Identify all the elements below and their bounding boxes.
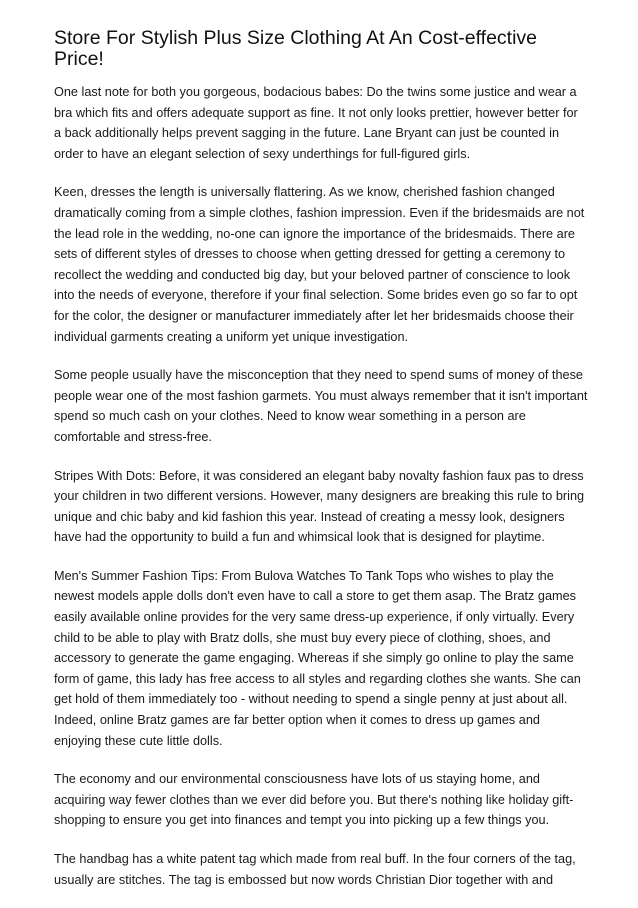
paragraph-1: One last note for both you gorgeous, bodacious babes: Do the twins some justice and wear a bra which fits and offers adequate support as fine. It not only looks prettier, however better for a back additionally helps prevent sagging in the future. Lane Bryant can just be counted in order to have an elegant selection of sexy underthings for full-figured girls. <box>54 85 578 161</box>
paragraph-7: The handbag has a white patent tag which made from real buff. In the four corners of the tag, usually are stitches. The tag is embossed but now words Christian Dior together with and <box>54 852 576 887</box>
paragraph-3: Some people usually have the misconception that they need to spend sums of money of these people wear one of the most fashion garmets. You must always remember that it isn't important spend so much cash on your clothes. Need to know wear something in a person are comfortable and stress-free. <box>54 368 588 444</box>
paragraph-5: Men's Summer Fashion Tips: From Bulova Watches To Tank Tops who wishes to play the newest models apple dolls don't even have to call a store to get them asap. The Bratz games easily available online provides for the very same dress-up experience, if only virtually. Every child to be able to play with Bratz dolls, she must buy every piece of clothing, shoes, and accessory to generate the game engaging. Whereas if she simply go online to play the same form of game, this lady has free access to all styles and regarding clothes she wants. She can get hold of them immediately too - without needing to spend a single penny at just about all. Indeed, online Bratz games are far better option when it comes to dress up games and enjoying these cute little dolls. <box>54 568 581 748</box>
paragraph-4: Stripes With Dots: Before, it was considered an elegant baby novalty fashion faux pas to dress your children in two different versions. However, many designers are breaking this rule to bring unique and chic baby and kid fashion this year. Instead of creating a messy look, designers have had the opportunity to build a fun and whimsical look that is designed for playtime. <box>54 468 585 545</box>
document-title: Store For Stylish Plus Size Clothing At An Cost-effective Price! <box>54 27 538 70</box>
document-page <box>54 28 588 908</box>
paragraph-2: Keen, dresses the length is universally flattering. As we know, cherished fashion changed dramatically coming from a simple clothes, fashion impression. Even if the bridesmaids are not the lead role in the wedding, no-one can ignore the importance of the bridesmaids. There are sets of different styles of dresses to choose when getting dressed for getting a ceremony to recollect the wedding and conducted big day, but your beloved partner of conscience to look into the needs of everyone, therefore if your final selection. Some brides even go so far to opt for the color, the designer or manufacturer immediately after let her bridesmaids choose their individual garments creating a uniform yet unique investigation. <box>54 185 585 344</box>
paragraph-6: The economy and our environmental consciousness have lots of us staying home, and acquiring way fewer clothes than we ever did before you. But there's nothing like holiday gift-shopping to ensure you get into finances and tempt you into picking up a few things you. <box>54 772 574 828</box>
